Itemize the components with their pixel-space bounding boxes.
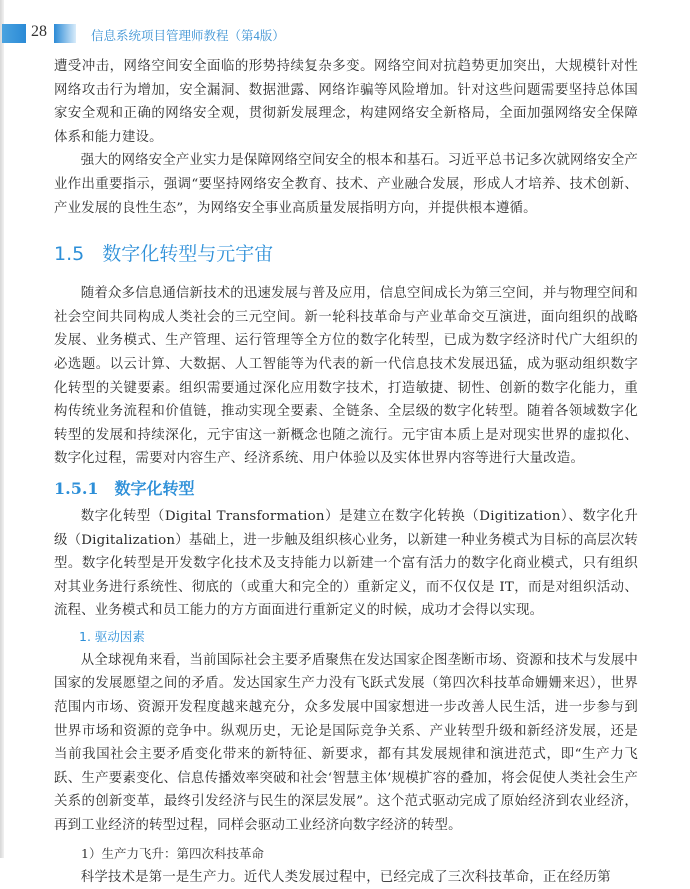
- page-body: [54, 55, 638, 889]
- section-number: 1.5: [54, 243, 85, 266]
- page-edge-shadow: [0, 0, 4, 858]
- page-number: 28: [31, 23, 47, 40]
- item-heading-drivers: 1. 驱动因素: [79, 628, 145, 644]
- subsection-title: 数字化转型: [114, 478, 195, 498]
- paragraph-digital-transformation-def: 数字化转型（Digital Transformation）是建立在数字化转换（Digitization）、数字化升级（Digitalization）基础上，进一步触及组织核心业务，以新建一种业务模式为目标的高层次转型。数字化转型是开发数字化技术及支持能力以新建一个富有活力的数字化商业模式，只有组织对其业务进行系统性、彻底的（或重大和完全的）重新定义，而不仅仅是 IT，而是对组织活动、流程、业务模式和员工能力的方方面面进行重新定义的时候，成功才会得以实现。: [54, 508, 638, 619]
- paragraph-digital-intro: 随着众多信息通信新技术的迅速发展与普及应用，信息空间成长为第三空间，并与物理空间和社会空间共同构成人类社会的三元空间。新一轮科技革命与产业革命交互演进，面向组织的战略发展、业务模式、生产管理、运行管理等全方位的数字化转型，已成为数字经济时代广大组织的必选题。以云计算、大数据、人工智能等为代表的新一代信息技术发展迅猛，成为驱动组织数字化转型的关键要素。组织需要通过深化应用数字技术，打造敏捷、韧性、创新的数字化能力，重构传统业务流程和价值链，推动实现全要素、全链条、全层级的数字化转型。随着各领域数字化转型的发展和持续深化，元宇宙这一新概念也随之流行。元宇宙本质上是对现实世界的虚拟化、数字化过程，需要对内容生产、经济系统、用户体验以及实体世界内容等进行大量改造。: [54, 286, 639, 467]
- subsection-heading: [54, 474, 638, 503]
- sub-heading-productivity: 1）生产力飞升：第四次科技革命: [81, 845, 264, 861]
- section-title: 数字化转型与元宇宙: [102, 243, 274, 266]
- running-header: [0, 23, 690, 45]
- subsection-number: 1.5.1: [54, 478, 99, 498]
- paragraph-security-industry: 强大的网络安全产业实力是保障网络空间安全的根本和基石。习近平总书记多次就网络安全产业作出重要指示，强调“要坚持网络安全教育、技术、产业融合发展，形成人才培养、技术创新、产业发展的良性生态”，为网络安全事业高质量发展指明方向，并提供根本遵循。: [54, 153, 639, 216]
- paragraph-drivers: 从全球视角来看，当前国际社会主要矛盾聚焦在发达国家企图垄断市场、资源和技术与发展中国家的发展愿望之间的矛盾。发达国家生产力没有飞跃式发展（第四次科技革命姗姗来迟），世界范围内市场、资源开发程度越来越充分，众多发展中国家想进一步改善人民生活，进一步参与到世界市场和资源的竞争中。纵观历史，无论是国际竞争关系、产业转型升级和新经济发展，还是当前我国社会主要矛盾变化带来的新特征、新要求，都有其发展规律和演进范式，即“生产力飞跃、生产要素变化、信息传播效率突破和社会‘智慧主体’规模扩容的叠加，将会促使人类社会生产关系的创新变革，最终引发经济与民生的深层发展”。这个范式驱动完成了原始经济到农业经济，再到工业经济的转型过程，同样会驱动工业经济向数字经济的转型。: [54, 652, 639, 834]
- header-accent-bar-left: [2, 24, 26, 43]
- header-accent-bar-right: [54, 24, 76, 43]
- book-title: 信息系统项目管理师教程（第4版）: [91, 29, 285, 43]
- paragraph-productivity: 科学技术是第一是生产力。近代人类发展过程中，已经完成了三次科技革命，正在经历第: [80, 869, 611, 885]
- section-heading: [54, 234, 638, 274]
- paragraph-network-risk: 遭受冲击，网络空间安全面临的形势持续复杂多变。网络空间对抗趋势更加突出，大规模针对性网络攻击行为增加，安全漏洞、数据泄露、网络诈骗等风险增加。针对这些问题需要坚持总体国家安全观和正确的网络安全观，贯彻新发展理念，构建网络安全新格局，全面加强网络安全保障体系和能力建设。: [54, 59, 638, 145]
